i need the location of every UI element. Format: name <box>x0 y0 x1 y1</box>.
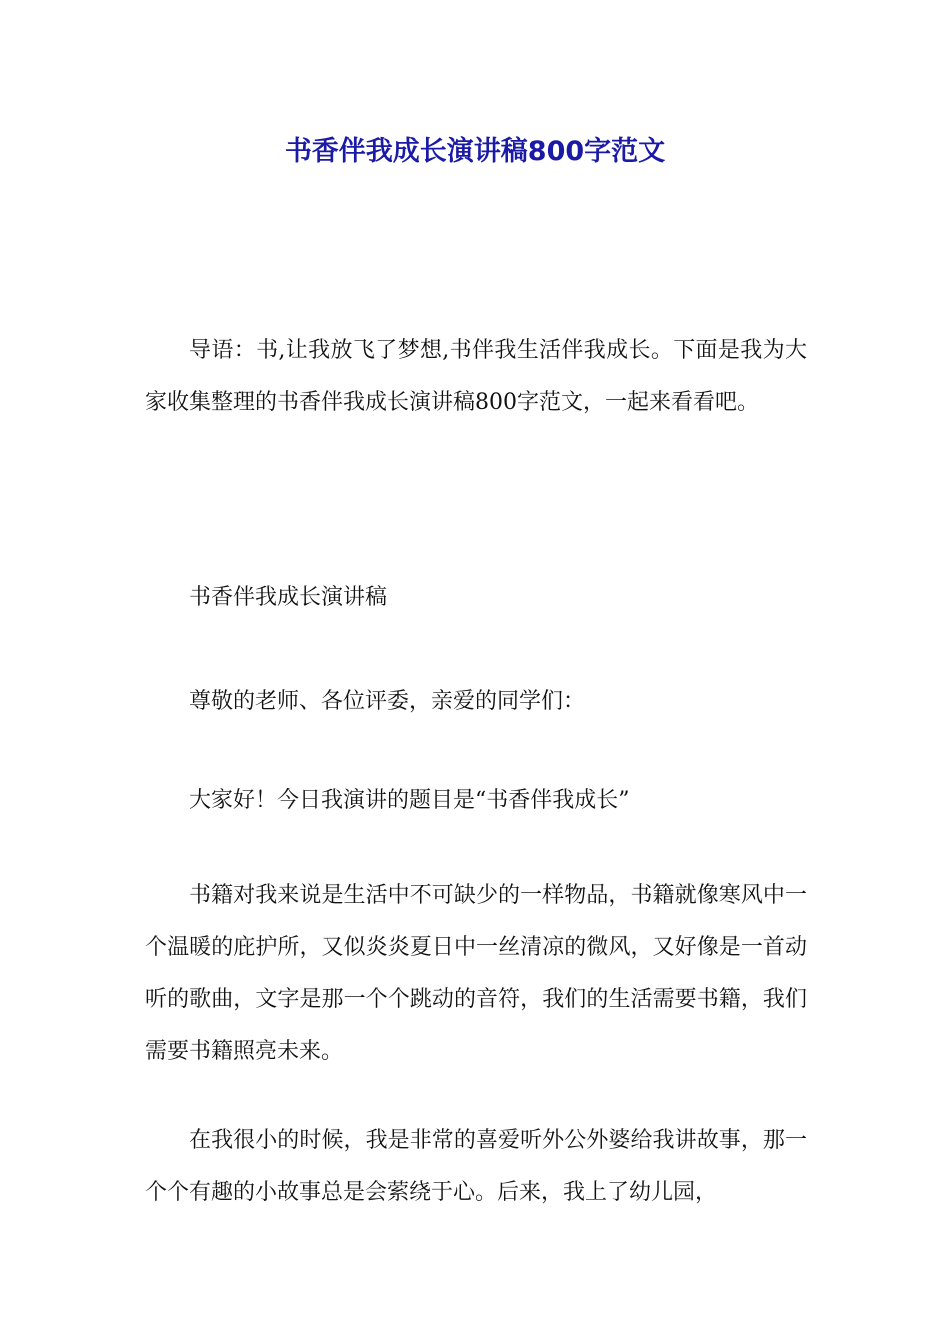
speech-subtitle: 书香伴我成长演讲稿 <box>189 585 388 610</box>
books-paragraph: 书籍对我来说是生活中不可缺少的一样物品，书籍就像寒风中一个温暖的庇护所，又似炎炎夏日中一丝清凉的微风，又好像是一首动听的歌曲，文字是那一个个跳动的音符，我们的生活需要书籍，我们需要书籍照亮未来。 <box>145 883 807 1064</box>
greeting-paragraph: 大家好！今日我演讲的题目是“书香伴我成长” <box>189 788 630 813</box>
document-title: 书香伴我成长演讲稿800字范文 <box>284 136 666 167</box>
intro-paragraph: 导语：书,让我放飞了梦想,书伴我生活伴我成长。下面是我为大家收集整理的书香伴我成长演讲稿800字范文，一起来看看吧。 <box>145 338 807 415</box>
salutation-paragraph: 尊敬的老师、各位评委，亲爱的同学们： <box>189 689 586 714</box>
childhood-paragraph: 在我很小的时候，我是非常的喜爱听外公外婆给我讲故事，那一个个有趣的小故事总是会萦绕于心。后来，我上了幼儿园， <box>145 1128 807 1205</box>
